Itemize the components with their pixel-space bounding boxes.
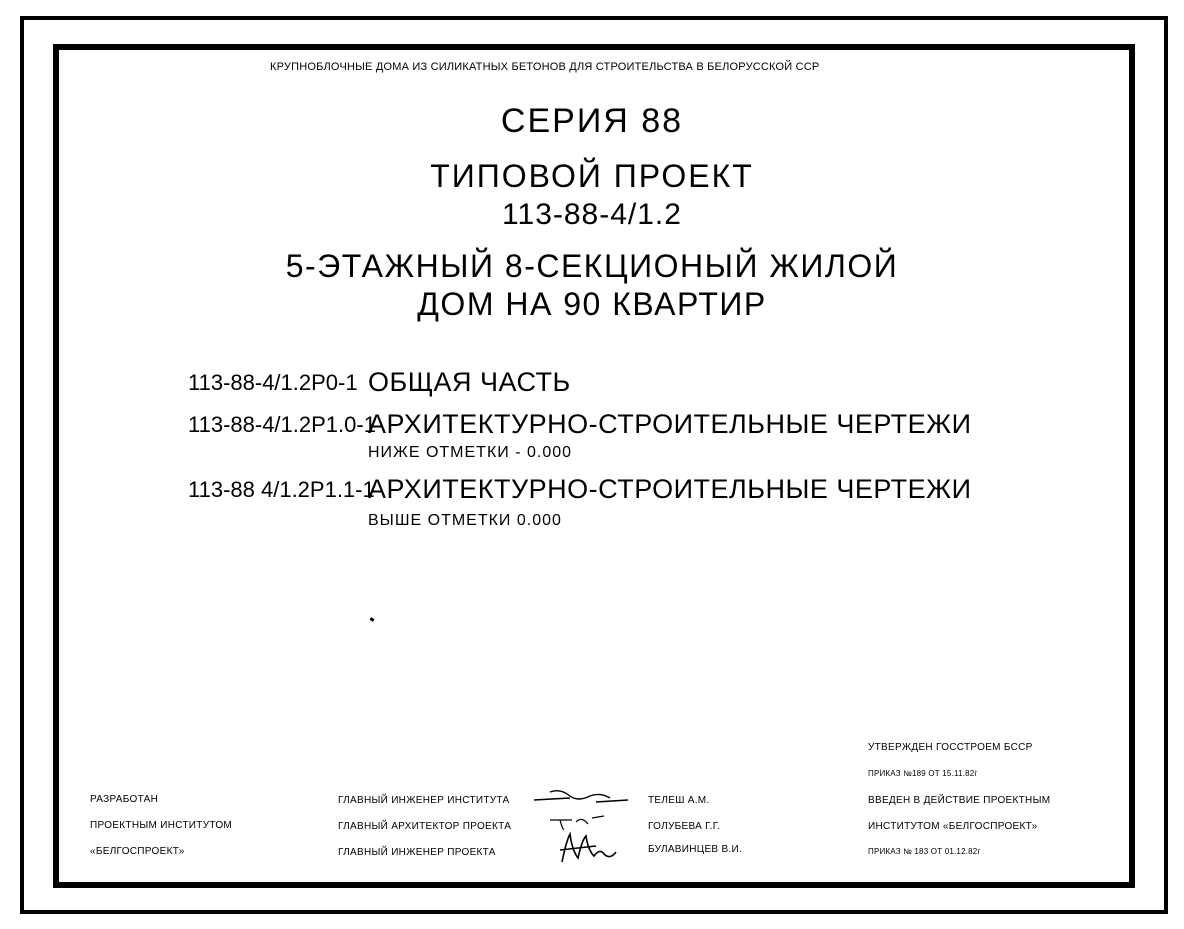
project-code: 113-88-4/1.2 bbox=[502, 198, 682, 231]
document-code: 113-88-4/1.2Р0-1 bbox=[188, 370, 358, 395]
document-code: 113-88-4/1.2Р1.0-1 bbox=[188, 412, 376, 437]
series-header: КРУПНОБЛОЧНЫЕ ДОМА ИЗ СИЛИКАТНЫХ БЕТОНОВ ДЛЯ СТРОИТЕЛЬСТВА В БЕЛОРУССКОЙ ССР bbox=[270, 61, 820, 73]
document-title: АРХИТЕКТУРНО-СТРОИТЕЛЬНЫЕ ЧЕРТЕЖИ bbox=[368, 409, 972, 439]
developed-by-line2: ПРОЕКТНЫМ ИНСТИТУТОМ bbox=[90, 820, 233, 831]
document-title: ОБЩАЯ ЧАСТЬ bbox=[368, 367, 571, 397]
document-title: АРХИТЕКТУРНО-СТРОИТЕЛЬНЫЕ ЧЕРТЕЖИ bbox=[368, 474, 972, 504]
document-subtitle: НИЖЕ ОТМЕТКИ - 0.000 bbox=[368, 444, 573, 461]
signature-1 bbox=[530, 786, 630, 810]
document-code: 113-88 4/1.2Р1.1-1 bbox=[188, 477, 375, 502]
name-golubeva: ГОЛУБЕВА Г.Г. bbox=[648, 821, 721, 832]
developed-by-line3: «БЕЛГОСПРОЕКТ» bbox=[90, 846, 185, 857]
building-title-line2: ДОМ НА 90 КВАРТИР bbox=[417, 286, 767, 322]
signature-2 bbox=[548, 812, 608, 832]
introduced-line2: ИНСТИТУТОМ «БЕЛГОСПРОЕКТ» bbox=[868, 821, 1038, 832]
developed-by-line1: РАЗРАБОТАН bbox=[90, 794, 159, 805]
signature-3 bbox=[556, 830, 620, 866]
role-chief-engineer-institute: ГЛАВНЫЙ ИНЖЕНЕР ИНСТИТУТА bbox=[338, 795, 510, 806]
series-title: СЕРИЯ 88 bbox=[500, 102, 684, 140]
name-bulavintsev: БУЛАВИНЦЕВ В.И. bbox=[648, 844, 743, 855]
approved-by: УТВЕРЖДЕН ГОССТРОЕМ БССР bbox=[868, 742, 1033, 753]
building-title-line1: 5-ЭТАЖНЫЙ 8-СЕКЦИОНЫЙ ЖИЛОЙ bbox=[285, 248, 899, 284]
document-subtitle: ВЫШЕ ОТМЕТКИ 0.000 bbox=[368, 512, 562, 529]
role-chief-engineer-project: ГЛАВНЫЙ ИНЖЕНЕР ПРОЕКТА bbox=[338, 847, 496, 858]
role-chief-architect: ГЛАВНЫЙ АРХИТЕКТОР ПРОЕКТА bbox=[338, 821, 512, 832]
order-2: ПРИКАЗ № 183 ОТ 01.12.82г bbox=[868, 847, 981, 856]
name-telesh: ТЕЛЕШ А.М. bbox=[648, 795, 710, 806]
project-title: ТИПОВОЙ ПРОЕКТ bbox=[430, 158, 754, 194]
order-1: ПРИКАЗ №189 ОТ 15.11.82г bbox=[868, 769, 978, 778]
introduced-line1: ВВЕДЕН В ДЕЙСТВИЕ ПРОЕКТНЫМ bbox=[868, 795, 1051, 806]
